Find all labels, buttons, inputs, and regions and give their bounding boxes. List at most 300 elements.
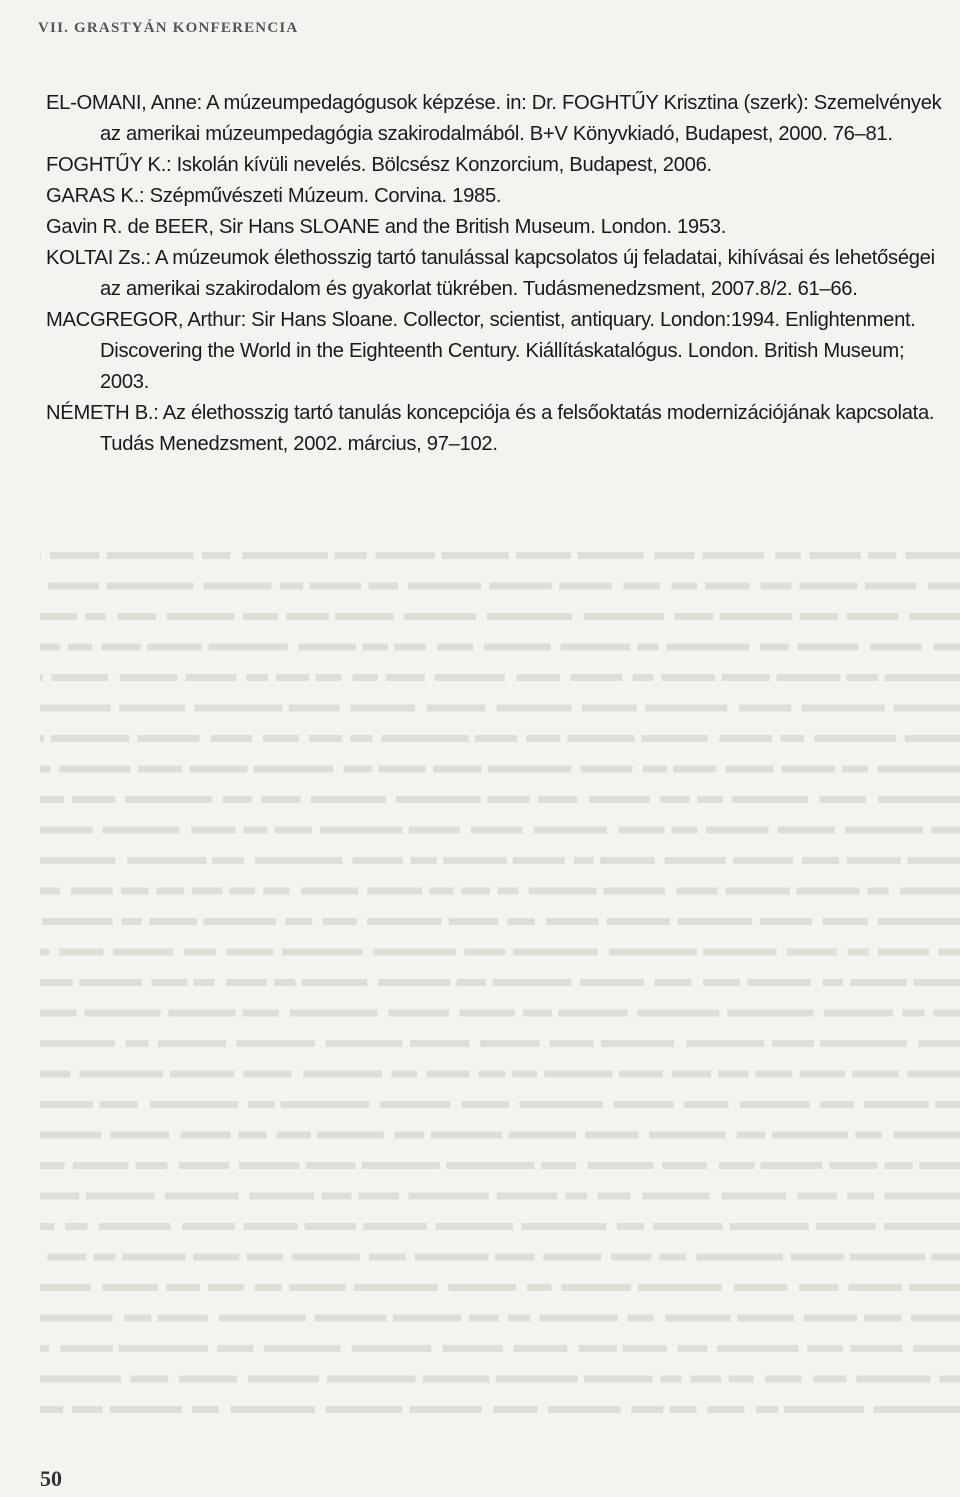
show-through-stroke <box>678 1345 708 1352</box>
show-through-stroke <box>79 1071 163 1078</box>
show-through-stroke <box>507 918 535 925</box>
show-through-stroke <box>823 979 843 986</box>
show-through-stroke <box>394 644 426 651</box>
show-through-stroke <box>628 1315 654 1322</box>
show-through-stroke <box>475 735 517 742</box>
show-through-stroke <box>697 796 723 803</box>
show-through-stroke <box>276 674 309 681</box>
show-through-stroke <box>72 1406 102 1413</box>
show-through-stroke <box>760 918 813 925</box>
show-through-stroke <box>804 1315 857 1322</box>
show-through-stroke <box>192 888 222 895</box>
show-through-stroke <box>820 1040 907 1047</box>
show-through-stroke <box>404 613 476 620</box>
show-through-stroke <box>379 766 426 773</box>
show-through-stroke <box>484 644 550 651</box>
show-through-stroke <box>255 857 342 864</box>
show-through-stroke <box>101 644 141 651</box>
show-through-stroke <box>40 888 60 895</box>
show-through-stroke <box>229 888 255 895</box>
show-through-stroke <box>561 644 631 651</box>
show-through-stroke <box>847 613 899 620</box>
show-through-stroke <box>73 1162 129 1169</box>
show-through-stroke <box>911 1315 960 1322</box>
show-through-stroke <box>642 735 708 742</box>
show-through-stroke <box>801 705 884 712</box>
show-through-stroke <box>315 1315 387 1322</box>
show-through-stroke <box>151 979 187 986</box>
show-through-stroke <box>40 674 43 681</box>
show-through-stroke <box>443 857 506 864</box>
show-through-stroke <box>286 613 329 620</box>
show-through-stroke <box>928 583 960 590</box>
show-through-stroke <box>873 1406 960 1413</box>
show-through-stroke <box>738 1315 794 1322</box>
show-through-stroke <box>40 766 50 773</box>
show-through-stroke <box>350 735 373 742</box>
show-through-stroke <box>855 1132 882 1139</box>
show-through-stroke <box>585 1132 638 1139</box>
show-through-stroke <box>791 1254 844 1261</box>
show-through-stroke <box>203 918 276 925</box>
reference-item: Gavin R. de BEER, Sir Hans SLOANE and the British Museum. London. 1953. <box>46 216 727 238</box>
page-number: 50 <box>40 1466 62 1491</box>
show-through-stroke <box>884 1223 960 1230</box>
show-through-stroke <box>894 705 960 712</box>
show-through-stroke <box>299 644 357 651</box>
show-through-stroke <box>448 1284 516 1291</box>
show-through-stroke <box>894 1132 960 1139</box>
show-through-stroke <box>244 827 268 834</box>
show-through-stroke <box>392 1071 418 1078</box>
show-through-stroke <box>798 1193 837 1200</box>
show-through-stroke <box>449 918 498 925</box>
show-through-stroke <box>623 583 660 590</box>
show-through-stroke <box>490 583 552 590</box>
show-through-stroke <box>193 979 214 986</box>
show-through-stroke <box>672 583 698 590</box>
show-through-stroke <box>243 1071 291 1078</box>
show-through-stroke <box>567 735 634 742</box>
show-through-stroke <box>47 1254 86 1261</box>
show-through-stroke <box>40 1101 93 1108</box>
show-through-stroke <box>226 979 267 986</box>
show-through-stroke <box>543 1254 601 1261</box>
show-through-stroke <box>546 918 598 925</box>
show-through-stroke <box>868 552 896 559</box>
show-through-stroke <box>386 674 425 681</box>
show-through-stroke <box>514 1345 568 1352</box>
show-through-stroke <box>905 735 960 742</box>
show-through-stroke <box>40 796 64 803</box>
show-through-stroke <box>495 1254 535 1261</box>
show-through-stroke <box>186 674 237 681</box>
show-through-stroke <box>158 1040 226 1047</box>
show-through-stroke <box>292 1254 359 1261</box>
show-through-stroke <box>99 1223 170 1230</box>
show-through-stroke <box>320 827 402 834</box>
show-through-stroke <box>462 888 491 895</box>
show-through-stroke <box>158 1315 208 1322</box>
show-through-stroke <box>534 827 607 834</box>
show-through-stroke <box>217 1345 253 1352</box>
show-through-stroke <box>303 1071 382 1078</box>
show-through-stroke <box>310 583 362 590</box>
show-through-stroke <box>775 552 801 559</box>
show-through-stroke <box>102 827 179 834</box>
show-through-stroke <box>787 949 837 956</box>
show-through-stroke <box>209 644 288 651</box>
show-through-stroke <box>609 949 697 956</box>
show-through-stroke <box>529 888 597 895</box>
show-through-stroke <box>760 644 789 651</box>
show-through-stroke <box>877 766 960 773</box>
show-through-stroke <box>878 918 960 925</box>
show-through-stroke <box>138 766 182 773</box>
show-through-stroke <box>149 918 197 925</box>
show-through-stroke <box>359 1193 399 1200</box>
show-through-stroke <box>798 644 859 651</box>
show-through-stroke <box>645 705 727 712</box>
show-through-stroke <box>722 674 770 681</box>
show-through-stroke <box>125 796 212 803</box>
show-through-stroke <box>778 827 835 834</box>
show-through-stroke <box>59 949 103 956</box>
show-through-stroke <box>755 1071 792 1078</box>
show-through-stroke <box>938 949 960 956</box>
show-through-stroke <box>584 1376 653 1383</box>
show-through-stroke <box>194 705 282 712</box>
show-through-stroke <box>673 766 716 773</box>
show-through-stroke <box>850 1254 925 1261</box>
show-through-stroke <box>410 1406 482 1413</box>
show-through-stroke <box>410 1040 469 1047</box>
show-through-stroke <box>40 1376 121 1383</box>
show-through-stroke <box>614 1101 674 1108</box>
show-through-stroke <box>765 1376 802 1383</box>
show-through-stroke <box>395 1132 424 1139</box>
show-through-stroke <box>719 1162 755 1169</box>
show-through-stroke <box>784 1406 864 1413</box>
show-through-stroke <box>726 888 790 895</box>
show-through-stroke <box>661 1376 682 1383</box>
show-through-stroke <box>662 674 716 681</box>
show-through-stroke <box>119 1345 208 1352</box>
show-through-stroke <box>607 918 670 925</box>
show-through-stroke <box>423 1376 490 1383</box>
show-through-stroke <box>720 613 792 620</box>
show-through-stroke <box>732 796 808 803</box>
show-through-stroke <box>40 1162 65 1169</box>
show-through-stroke <box>40 1132 101 1139</box>
show-through-stroke <box>561 1284 631 1291</box>
show-through-stroke <box>40 827 93 834</box>
show-through-stroke <box>274 979 295 986</box>
show-through-stroke <box>248 1101 275 1108</box>
show-through-stroke <box>497 1193 558 1200</box>
show-through-stroke <box>72 796 115 803</box>
show-through-stroke <box>677 888 718 895</box>
show-through-stroke <box>934 1010 960 1017</box>
show-through-stroke <box>727 1010 813 1017</box>
show-through-stroke <box>633 674 654 681</box>
show-through-stroke <box>289 705 340 712</box>
show-through-stroke <box>847 1193 874 1200</box>
show-through-stroke <box>208 1284 244 1291</box>
show-through-stroke <box>584 613 664 620</box>
show-through-stroke <box>309 735 342 742</box>
show-through-stroke <box>388 1010 449 1017</box>
show-through-stroke <box>165 1193 239 1200</box>
show-through-stroke <box>761 583 792 590</box>
show-through-stroke <box>580 979 644 986</box>
show-through-texture <box>30 540 960 1440</box>
show-through-stroke <box>166 1284 200 1291</box>
show-through-stroke <box>168 1010 235 1017</box>
show-through-stroke <box>61 1345 113 1352</box>
show-through-stroke <box>263 888 289 895</box>
show-through-stroke <box>672 1071 711 1078</box>
show-through-stroke <box>327 1376 416 1383</box>
show-through-stroke <box>931 827 960 834</box>
show-through-stroke <box>40 705 111 712</box>
show-through-stroke <box>623 1345 667 1352</box>
show-through-stroke <box>638 1010 720 1017</box>
show-through-stroke <box>493 1406 538 1413</box>
show-through-stroke <box>498 888 519 895</box>
show-through-stroke <box>617 1223 644 1230</box>
show-through-stroke <box>65 1223 87 1230</box>
show-through-stroke <box>136 1162 168 1169</box>
show-through-stroke <box>40 1223 54 1230</box>
show-through-stroke <box>243 613 278 620</box>
show-through-stroke <box>40 1193 79 1200</box>
show-through-stroke <box>435 1223 513 1230</box>
show-through-stroke <box>878 949 929 956</box>
show-through-stroke <box>464 949 505 956</box>
show-through-stroke <box>71 888 113 895</box>
show-through-stroke <box>167 613 235 620</box>
show-through-stroke <box>781 735 805 742</box>
show-through-stroke <box>68 644 93 651</box>
show-through-stroke <box>181 1132 231 1139</box>
show-through-stroke <box>363 1223 427 1230</box>
show-through-stroke <box>642 1193 709 1200</box>
show-through-stroke <box>127 857 206 864</box>
show-through-stroke <box>280 583 303 590</box>
reference-item: GARAS K.: Szépművészeti Múzeum. Corvina. 1985. <box>46 185 502 207</box>
show-through-stroke <box>717 1345 799 1352</box>
show-through-stroke <box>212 857 244 864</box>
show-through-stroke <box>813 1376 846 1383</box>
show-through-stroke <box>574 857 594 864</box>
reference-list <box>46 88 950 460</box>
show-through-stroke <box>138 735 200 742</box>
show-through-stroke <box>396 796 480 803</box>
show-through-stroke <box>427 705 485 712</box>
show-through-stroke <box>513 857 565 864</box>
show-through-stroke <box>601 1040 674 1047</box>
show-through-stroke <box>48 583 99 590</box>
show-through-stroke <box>686 1040 764 1047</box>
show-through-stroke <box>772 1040 814 1047</box>
show-through-stroke <box>517 674 561 681</box>
show-through-stroke <box>582 705 637 712</box>
show-through-stroke <box>306 1162 355 1169</box>
show-through-stroke <box>918 1040 960 1047</box>
show-through-stroke <box>810 552 861 559</box>
show-through-stroke <box>352 857 402 864</box>
show-through-stroke <box>263 735 299 742</box>
show-through-stroke <box>885 674 960 681</box>
show-through-stroke <box>40 613 77 620</box>
show-through-stroke <box>99 1101 138 1108</box>
show-through-stroke <box>850 979 906 986</box>
show-through-stroke <box>281 1101 370 1108</box>
show-through-stroke <box>653 1223 722 1230</box>
show-through-stroke <box>378 979 450 986</box>
show-through-stroke <box>852 1071 899 1078</box>
show-through-stroke <box>239 1132 267 1139</box>
show-through-stroke <box>550 1040 594 1047</box>
show-through-stroke <box>909 613 960 620</box>
show-through-stroke <box>538 796 577 803</box>
show-through-stroke <box>849 1284 902 1291</box>
show-through-stroke <box>527 1284 551 1291</box>
show-through-stroke <box>526 735 560 742</box>
show-through-stroke <box>409 827 460 834</box>
show-through-stroke <box>430 888 454 895</box>
show-through-stroke <box>730 1223 809 1230</box>
show-through-stroke <box>40 552 41 559</box>
show-through-stroke <box>120 674 178 681</box>
show-through-stroke <box>497 705 572 712</box>
show-through-stroke <box>649 1132 726 1139</box>
show-through-stroke <box>654 552 694 559</box>
show-through-stroke <box>637 644 659 651</box>
show-through-stroke <box>884 1193 960 1200</box>
show-through-stroke <box>548 1406 621 1413</box>
show-through-stroke <box>192 1406 218 1413</box>
show-through-stroke <box>737 1132 765 1139</box>
show-through-stroke <box>437 644 473 651</box>
show-through-stroke <box>920 1162 960 1169</box>
show-through-stroke <box>509 1132 576 1139</box>
show-through-stroke <box>488 766 571 773</box>
show-through-stroke <box>848 949 869 956</box>
show-through-stroke <box>277 1132 311 1139</box>
show-through-stroke <box>59 766 130 773</box>
show-through-stroke <box>40 1010 77 1017</box>
show-through-stroke <box>638 1284 722 1291</box>
show-through-stroke <box>799 1284 838 1291</box>
show-through-stroke <box>856 1376 930 1383</box>
show-through-stroke <box>816 1223 876 1230</box>
show-through-stroke <box>726 766 774 773</box>
show-through-stroke <box>807 1345 843 1352</box>
show-through-stroke <box>729 1376 754 1383</box>
show-through-stroke <box>40 735 44 742</box>
show-through-stroke <box>462 1101 510 1108</box>
show-through-stroke <box>802 857 839 864</box>
show-through-stroke <box>380 1101 451 1108</box>
show-through-stroke <box>147 644 202 651</box>
show-through-stroke <box>867 888 888 895</box>
show-through-stroke <box>480 1040 539 1047</box>
show-through-stroke <box>733 857 793 864</box>
show-through-stroke <box>40 1315 113 1322</box>
show-through-stroke <box>603 888 665 895</box>
show-through-stroke <box>382 735 469 742</box>
show-through-stroke <box>317 1132 384 1139</box>
show-through-stroke <box>322 1193 352 1200</box>
show-through-stroke <box>301 979 367 986</box>
show-through-stroke <box>655 979 692 986</box>
show-through-stroke <box>667 644 750 651</box>
show-through-stroke <box>906 552 960 559</box>
show-through-stroke <box>487 613 572 620</box>
show-through-stroke <box>190 766 248 773</box>
show-through-stroke <box>734 1284 788 1291</box>
show-through-stroke <box>248 1376 319 1383</box>
show-through-stroke <box>878 796 960 803</box>
show-through-stroke <box>369 583 399 590</box>
show-through-stroke <box>446 1162 534 1169</box>
show-through-stroke <box>845 827 923 834</box>
show-through-stroke <box>156 888 184 895</box>
show-through-stroke <box>821 1101 855 1108</box>
show-through-stroke <box>40 979 72 986</box>
show-through-stroke <box>619 1071 663 1078</box>
show-through-stroke <box>940 1376 960 1383</box>
show-through-stroke <box>191 827 235 834</box>
show-through-stroke <box>107 552 194 559</box>
show-through-stroke <box>94 1254 116 1261</box>
show-through-stroke <box>107 583 194 590</box>
show-through-stroke <box>487 796 530 803</box>
show-through-stroke <box>900 888 960 895</box>
show-through-stroke <box>219 1315 306 1322</box>
show-through-stroke <box>301 888 358 895</box>
show-through-stroke <box>40 857 115 864</box>
show-through-stroke <box>316 674 342 681</box>
show-through-stroke <box>781 766 835 773</box>
show-through-stroke <box>124 1315 151 1322</box>
show-through-stroke <box>721 1193 786 1200</box>
show-through-stroke <box>902 1010 924 1017</box>
show-through-stroke <box>913 979 960 986</box>
show-through-stroke <box>373 949 456 956</box>
show-through-stroke <box>523 1010 552 1017</box>
show-through-stroke <box>600 857 654 864</box>
show-through-stroke <box>469 1315 499 1322</box>
show-through-stroke <box>431 1132 502 1139</box>
show-through-stroke <box>353 674 378 681</box>
show-through-stroke <box>113 949 173 956</box>
show-through-stroke <box>51 735 129 742</box>
show-through-stroke <box>239 1162 300 1169</box>
show-through-stroke <box>516 552 571 559</box>
show-through-stroke <box>931 1254 960 1261</box>
show-through-stroke <box>847 857 901 864</box>
show-through-stroke <box>935 1101 960 1108</box>
show-through-stroke <box>204 583 272 590</box>
show-through-stroke <box>513 949 598 956</box>
show-through-stroke <box>870 644 922 651</box>
show-through-stroke <box>823 918 868 925</box>
show-through-stroke <box>119 705 185 712</box>
show-through-stroke <box>121 888 148 895</box>
